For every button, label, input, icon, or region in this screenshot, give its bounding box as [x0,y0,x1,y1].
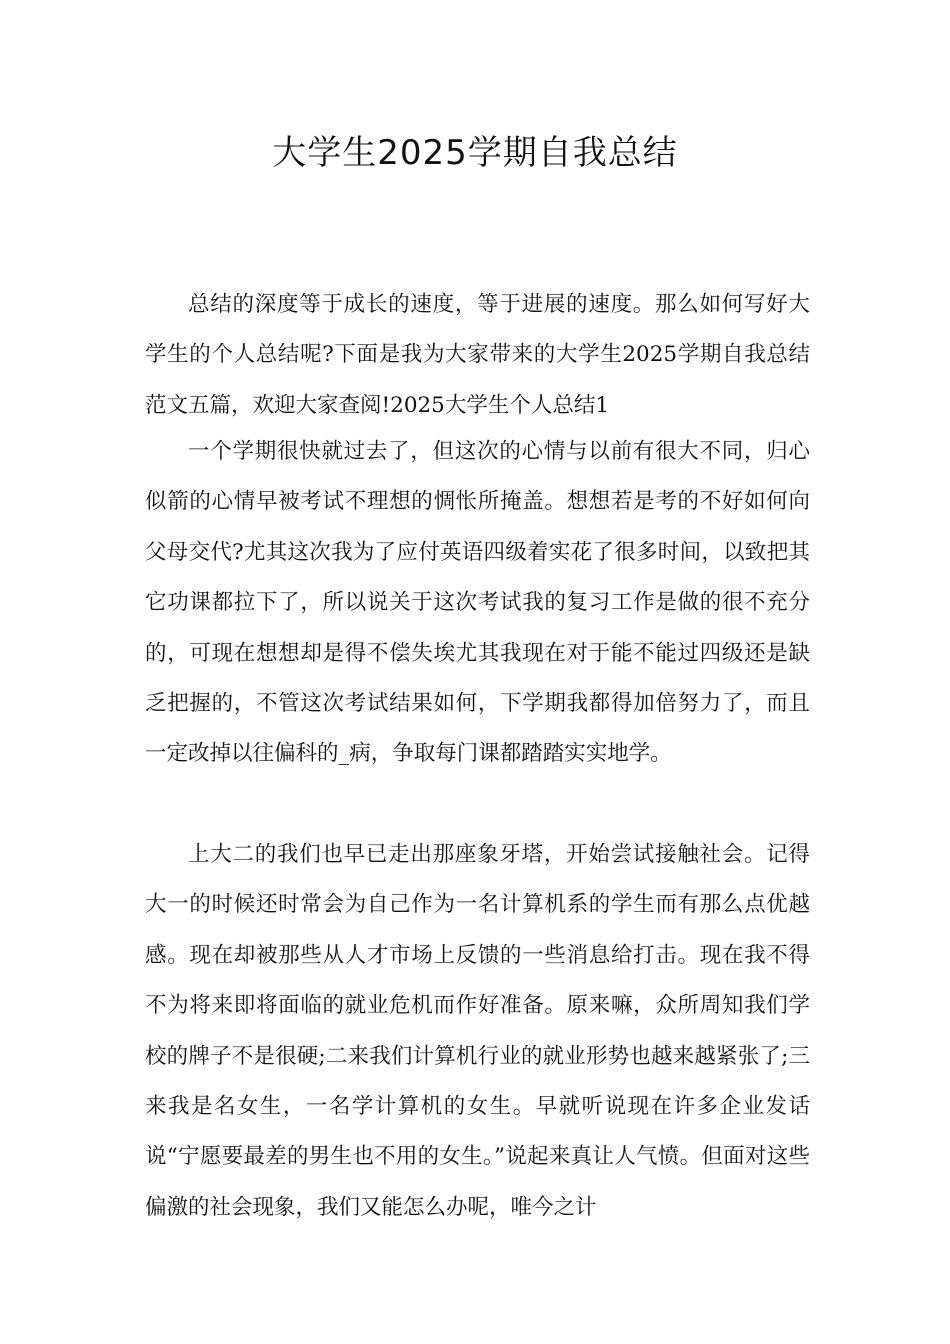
paragraph-intro: 总结的深度等于成长的速度，等于进展的速度。那么如何写好大学生的个人总结呢?下面是我为大家带来的大学生2025学期自我总结范文五篇，欢迎大家查阅!2025大学生个人总结1 [145,292,810,418]
paragraph-employment: 上大二的我们也早已走出那座象牙塔，开始尝试接触社会。记得大一的时候还时常会为自己作为一名计算机系的学生而有那么点优越感。现在却被那些从人才市场上反馈的一些消息给打击。现在我不得不为将来即将面临的就业危机而作好准备。原来嘛，众所周知我们学校的牌子不是很硬;二来我们计算机行业的就业形势也越来越紧张了;三来我是名女生，一名学计算机的女生。早就听说现在许多企业发话说“宁愿要最差的男生也不用的女生。”说起来真让人气愤。但面对这些偏激的社会现象，我们又能怎么办呢，唯今之计 [145,842,810,1220]
paragraph-semester: 一个学期很快就过去了，但这次的心情与以前有很大不同，归心似箭的心情早被考试不理想的惆怅所掩盖。想想若是考的不好如何向父母交代?尤其这次我为了应付英语四级着实花了很多时间，以致把其它功课都拉下了，所以说关于这次考试我的复习工作是做的很不充分的，可现在想想却是得不偿失埃尤其我现在对于能不能过四级还是缺乏把握的，不管这次考试结果如何，下学期我都得加倍努力了，而且一定改掉以往偏科的_病，争取每门课都踏踏实实地学。 [145,439,810,767]
document-title: 大学生2025学期自我总结 [272,133,678,173]
